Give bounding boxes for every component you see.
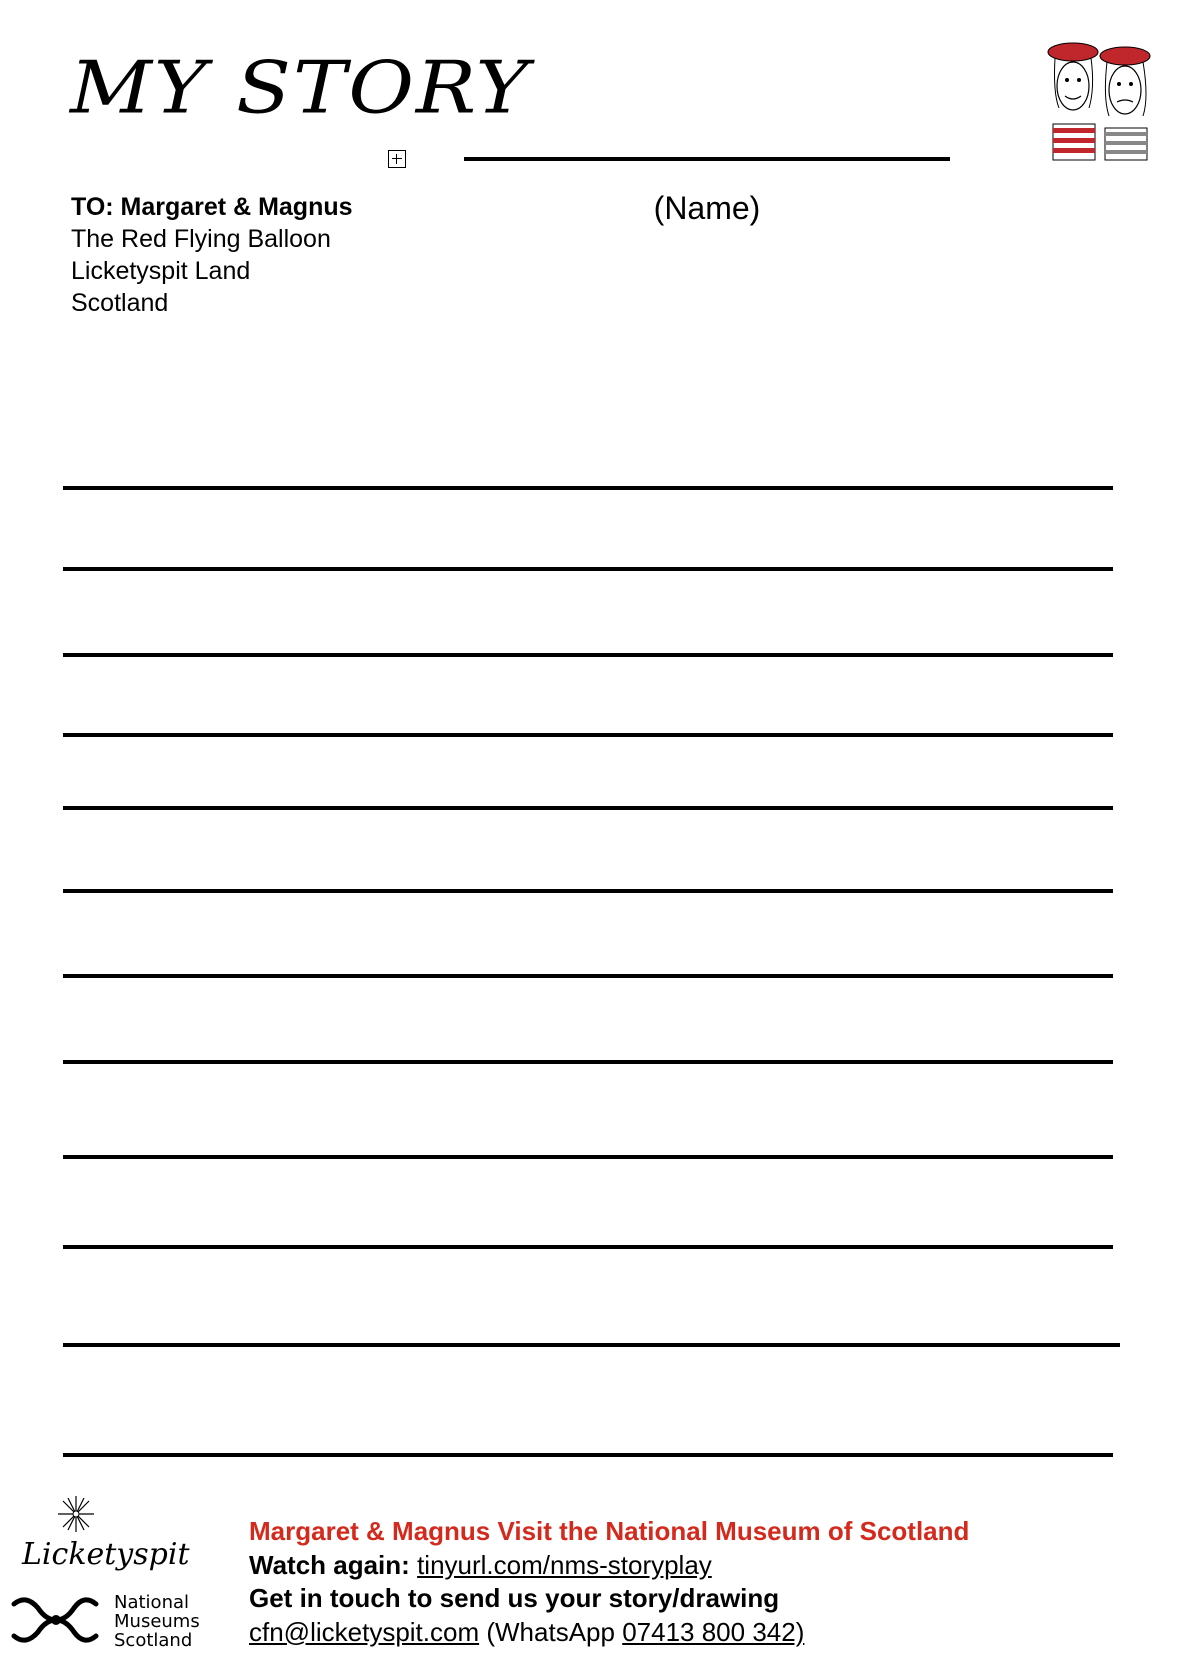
nms-line2: Museums [114, 1611, 200, 1632]
footer-contact-row [249, 1616, 969, 1650]
writing-line[interactable] [63, 486, 1113, 490]
contact-text: Get in touch to send us your story/drawing [249, 1583, 780, 1613]
writing-line[interactable] [63, 653, 1113, 657]
writing-line[interactable] [63, 889, 1113, 893]
writing-line[interactable] [63, 567, 1113, 571]
address-line3: Scotland [71, 289, 169, 317]
characters-illustration [1043, 38, 1158, 162]
page-title: MY STORY [70, 45, 531, 130]
footer-headline: Margaret & Magnus Visit the National Museum of Scotland [249, 1516, 970, 1546]
writing-line[interactable] [63, 1060, 1113, 1064]
writing-line[interactable] [63, 974, 1113, 978]
nms-line1: National [114, 1592, 190, 1613]
writing-line[interactable] [63, 1245, 1113, 1249]
watch-link[interactable]: tinyurl.com/nms-storyplay [417, 1549, 712, 1580]
address-block [71, 191, 353, 319]
licketyspit-logo [18, 1494, 190, 1574]
writing-line[interactable] [63, 806, 1113, 810]
name-label: (Name) [653, 190, 761, 226]
address-line2: Licketyspit Land [71, 257, 251, 285]
writing-line[interactable] [63, 1343, 1120, 1347]
whatsapp-number[interactable]: 07413 800 342) [622, 1616, 805, 1647]
writing-line[interactable] [63, 733, 1113, 737]
writing-line[interactable] [63, 1453, 1113, 1457]
writing-line[interactable] [63, 1155, 1113, 1159]
watch-label: Watch again: [249, 1549, 410, 1580]
licketyspit-wordmark: Licketyspit [22, 1537, 190, 1572]
footer-watch-row [249, 1549, 969, 1583]
whatsapp-prefix: (WhatsApp [486, 1616, 615, 1647]
address-to: TO: Margaret & Magnus [71, 193, 353, 221]
nms-logo [10, 1590, 200, 1650]
email-link[interactable]: cfn@licketyspit.com [249, 1616, 480, 1647]
nms-line3: Scotland [114, 1630, 193, 1651]
footer [249, 1515, 969, 1649]
address-line1: The Red Flying Balloon [71, 225, 331, 253]
name-line[interactable] [464, 157, 950, 161]
expand-box-icon[interactable] [388, 150, 406, 168]
